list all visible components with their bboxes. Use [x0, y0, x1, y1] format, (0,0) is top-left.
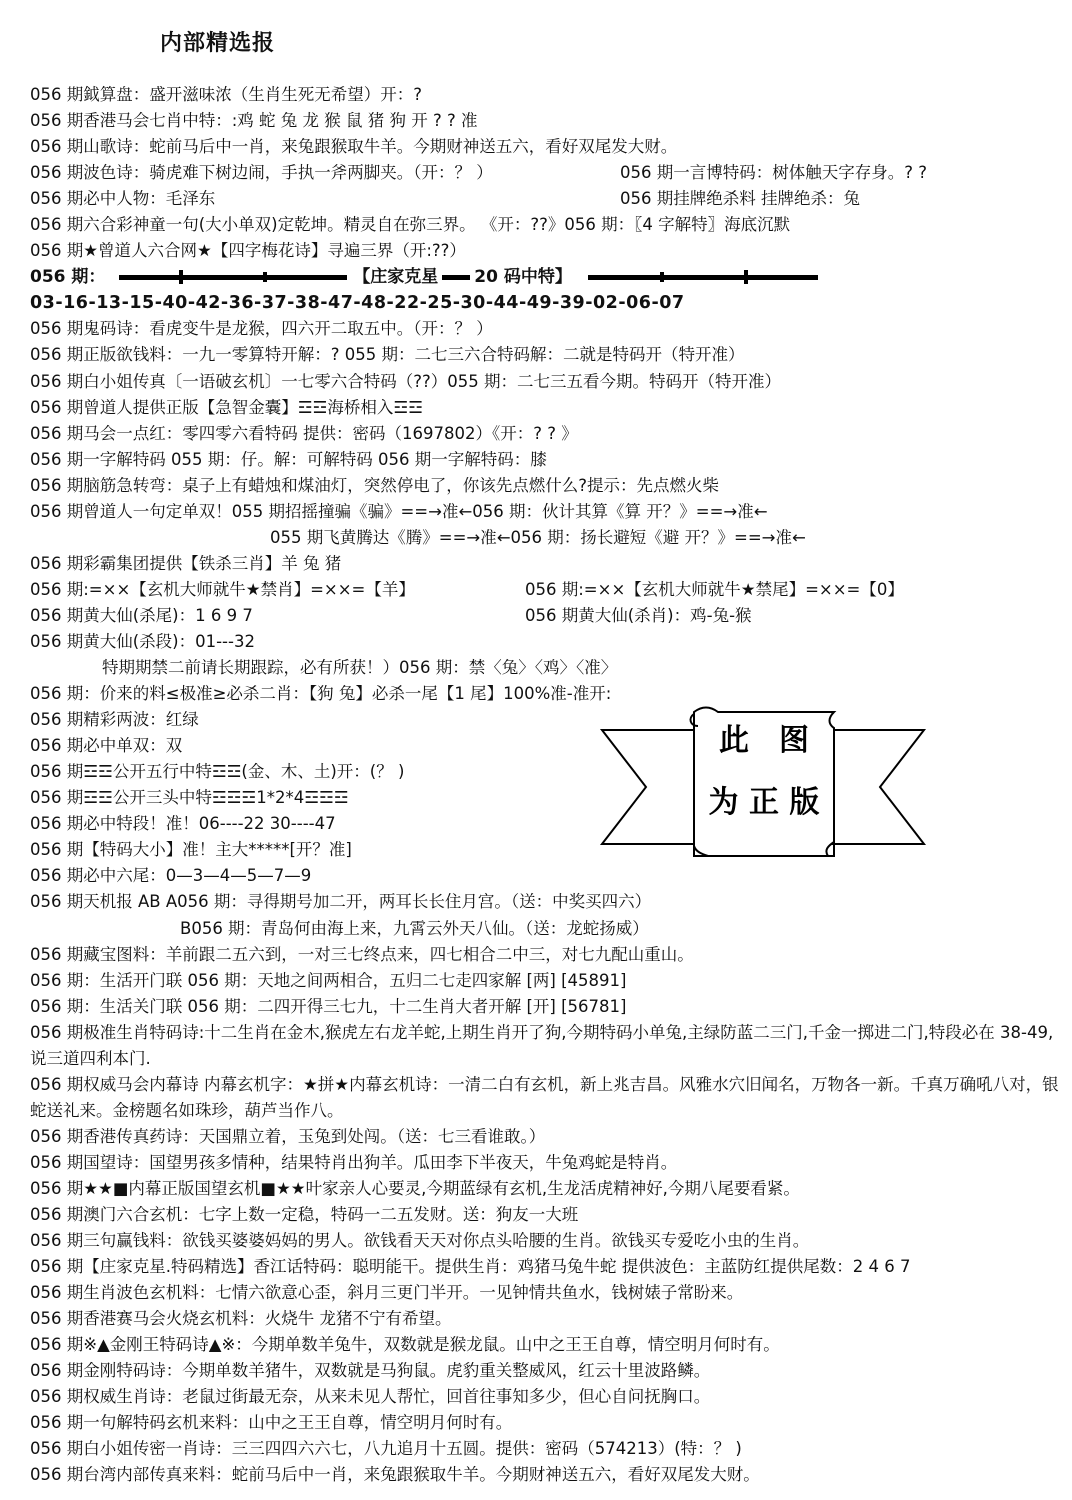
banner-title: 【庄家克星	[353, 267, 439, 288]
line: 056 期香港马会七肖中特：:鸡 蛇 兔 龙 猴 鼠 猪 狗 开 ? ? 准	[30, 111, 478, 131]
line	[30, 603, 1060, 629]
line: 056 期※▲金刚王特码诗▲※：今期单数羊兔牛，双数就是猴龙鼠。山中之王王自尊，情空明月何时有。	[30, 1335, 780, 1355]
line: 056 期脑筋急转弯：桌子上有蜡烛和煤油灯，突然停电了，你该先点燃什么?提示：先点燃火柴	[30, 475, 719, 495]
page-title: 内部精选报	[160, 31, 276, 56]
line: B056 期：青岛何由海上来，九霄云外天八仙。（送：龙蛇扬威）	[180, 918, 649, 938]
line: 056 期精彩两波：红绿	[30, 710, 199, 730]
line: 056 期马会一点红：零四零六看特码 提供：密码（1697802）《开：? ? 》	[30, 423, 578, 443]
line: 056 期曾道人一句定单双！055 期招摇撞骗《骗》==→准←056 期：伙计其算《算 开？》==→准←	[30, 501, 768, 521]
line-left: 056 期黄大仙(杀尾)：1 6 9 7	[30, 605, 253, 625]
line: 056 期白小姐传密一肖诗：三三四四六六七，八九追月十五圆。提供：密码（574213）(特：？ )	[30, 1439, 742, 1459]
line: 056 期★★■内幕正版国望玄机■★★叶家亲人心要灵,今期蓝绿有玄机,生龙活虎精神好,今期八尾要看紧。	[30, 1178, 800, 1198]
banner-bar	[588, 275, 660, 280]
banner-title-2: 20 码中特】	[474, 267, 572, 288]
line: 056 期彩霸集团提供【铁杀三肖】羊 兔 猪	[30, 553, 342, 573]
banner-bar	[267, 275, 347, 280]
line: 056 期国望诗：国望男孩多情种，结果特肖出狗羊。瓜田李下半夜天，牛兔鸡蛇是特肖。	[30, 1152, 678, 1172]
line: 056 期：价来的料≤极准≥必杀二肖：【狗 兔】必杀一尾【1 尾】100%准-准开:	[30, 684, 612, 704]
banner-bar	[664, 275, 744, 280]
line: 056 期香港传真药诗：天国鼎立着，玉兔到处闯。（送：七三看谁敢。）	[30, 1126, 546, 1146]
line	[30, 160, 1060, 186]
line: 056 期台湾内部传真来料：蛇前马后中一肖，来兔跟猴取牛羊。今期财神送五六，看好双尾发大财。	[30, 1465, 760, 1485]
ribbon-text-1: 此 图	[719, 723, 809, 758]
line	[30, 186, 1060, 212]
line: 056 期鬼码诗：看虎变牛是龙猴，四六开二取五中。（开：？ ）	[30, 319, 493, 339]
line: 056 期☲☲公开五行中特☲☲(金、木、土)开：(？ )	[30, 762, 405, 782]
line-right: 056 期黄大仙(杀肖)：鸡-兔-猴	[525, 605, 752, 625]
line: 055 期飞黄腾达《腾》==→准←056 期：扬长避短《避 开？》==→准←	[270, 527, 806, 547]
line: 056 期六合彩神童一句(大小单双)定乾坤。精灵自在弥三界。 《开：??》056 期：〖4 字解特〗海底沉默	[30, 215, 791, 235]
line: 056 期：生活关门联 056 期：二四开得三七九，十二生肖大者开解 [开] [56781]	[30, 996, 627, 1016]
line: 056 期极准生肖特码诗:十二生肖在金木,猴虎左右龙羊蛇,上期生肖开了狗,今期特码小单兔,主绿防蓝二三门,千金一掷进二门,特段必在 38-49,说三道四利本门.	[30, 1022, 1054, 1068]
banner-line	[30, 264, 1060, 290]
line-right: 056 期:=××【玄机大师就牛★禁尾】=××=【0】	[525, 579, 904, 599]
line: 056 期香港赛马会火烧玄机料：火烧牛 龙猪不宁有希望。	[30, 1309, 452, 1329]
line: 056 期藏宝图料：羊前跟二五六到，一对三七终点来，四七相合二中三，对七九配山重山。	[30, 944, 694, 964]
line: 056 期一字解特码 055 期：仔。解：可解特码 056 期一字解特码：膝	[30, 449, 547, 469]
banner-bar	[442, 275, 470, 280]
line: 056 期：生活开门联 056 期：天地之间两相合，五归二七走四家解 [两] [45891]	[30, 970, 627, 990]
line: 056 期☲☲公开三头中特☲☲☲1*2*4☲☲☲	[30, 788, 349, 808]
ribbon-text-2: 为 正 版	[708, 785, 820, 820]
line-left: 056 期波色诗：骑虎难下树边闹，手执一斧两脚夹。（开：？ ）	[30, 163, 493, 183]
line: 056 期山歌诗：蛇前马后中一肖，来兔跟猴取牛羊。今期财神送五六，看好双尾发大财。	[30, 137, 678, 157]
banner-prefix: 056 期：	[30, 267, 106, 288]
line: 056 期澳门六合玄机：七字上数一定稳，特码一二五发财。送：狗友一大班	[30, 1204, 579, 1224]
line: 056 期权威马会内幕诗 内幕玄机字：★拼★内幕玄机诗：一清二白有玄机，新上兆吉昌。风雅水穴旧闻名，万物各一新。千真万确吼八对，银蛇送礼来。金榜题名如珠珍，葫芦当作八。	[30, 1074, 1059, 1120]
line: 056 期★曾道人六合网★【四字梅花诗】寻遍三界（开:??）	[30, 241, 466, 261]
banner-bar	[119, 275, 179, 280]
ribbon-left-tail	[602, 730, 696, 844]
line: 056 期三句赢钱料：欲钱买婆婆妈妈的男人。欲钱看天天对你点头哈腰的生肖。欲钱买专爱吃小虫的生肖。	[30, 1230, 810, 1250]
official-version-ribbon	[598, 704, 928, 862]
line: 056 期黄大仙(杀段)：01---32	[30, 631, 255, 651]
ribbon-right-tail	[830, 730, 924, 844]
line: 056 期天机报 AB A056 期：寻得期号加二开，两耳长长住月宫。（送：中奖买四六）	[30, 892, 652, 912]
line: 056 期【特码大小】准！主大*****[开？准]	[30, 840, 352, 860]
line-right: 056 期挂牌绝杀料 挂牌绝杀：兔	[620, 189, 860, 209]
line: 056 期一句解特码玄机来料：山中之王王自尊，情空明月何时有。	[30, 1413, 513, 1433]
line-left: 056 期:=××【玄机大师就牛★禁肖】=××=【羊】	[30, 579, 415, 599]
banner-bar	[183, 275, 263, 280]
line-right: 056 期一言博特码：树体触天字存身。? ?	[620, 163, 927, 183]
line: 056 期【庄家克星.特码精选】香江话特码：聪明能干。提供生肖：鸡猪马兔牛蛇 提供波色：主蓝防红提供尾数：2 4 6 7	[30, 1256, 911, 1276]
line: 056 期曾道人提供正版【急智金囊】☲☲海桥相入☲☲	[30, 397, 423, 417]
line	[30, 577, 1060, 603]
line: 056 期必中特段！准！06----22 30----47	[30, 814, 336, 834]
line-left: 056 期必中人物：毛泽东	[30, 189, 216, 209]
line: 特期期禁二前请长期跟踪，必有所获！）056 期：禁〈兔〉〈鸡〉〈准〉	[102, 658, 618, 678]
line: 056 期正版欲钱料：一九一零算特开解：? 055 期：二七三六合特码解：二就是特码开（特开准）	[30, 345, 745, 365]
number-line: 03-16-13-15-40-42-36-37-38-47-48-22-25-30-44-49-39-02-06-07	[30, 293, 685, 314]
line: 056 期生肖波色玄机料：七情六欲意心歪，斜月三更门半开。一见钟情共鱼水，钱树婊子常盼来。	[30, 1282, 744, 1302]
line: 056 期必中六尾：0—3—4—5—7—9	[30, 866, 312, 886]
line: 056 期金刚特码诗：今期单数羊猪牛，双数就是马狗鼠。虎豹重关整威风，红云十里波路鳞。	[30, 1361, 711, 1381]
line: 056 期必中单双：双	[30, 736, 183, 756]
banner-bar	[748, 275, 818, 280]
line: 056 期鉞算盘：盛开滋味浓（生肖生死无希望）开：?	[30, 85, 422, 104]
line: 056 期白小姐传真〔一语破玄机〕一七零六合特码（??）055 期：二七三五看今期。特码开（特开准）	[30, 371, 781, 391]
line: 056 期权威生肖诗：老鼠过街最无奈，从来未见人帮忙，回首往事知多少，但心自问抚胸口。	[30, 1387, 711, 1407]
